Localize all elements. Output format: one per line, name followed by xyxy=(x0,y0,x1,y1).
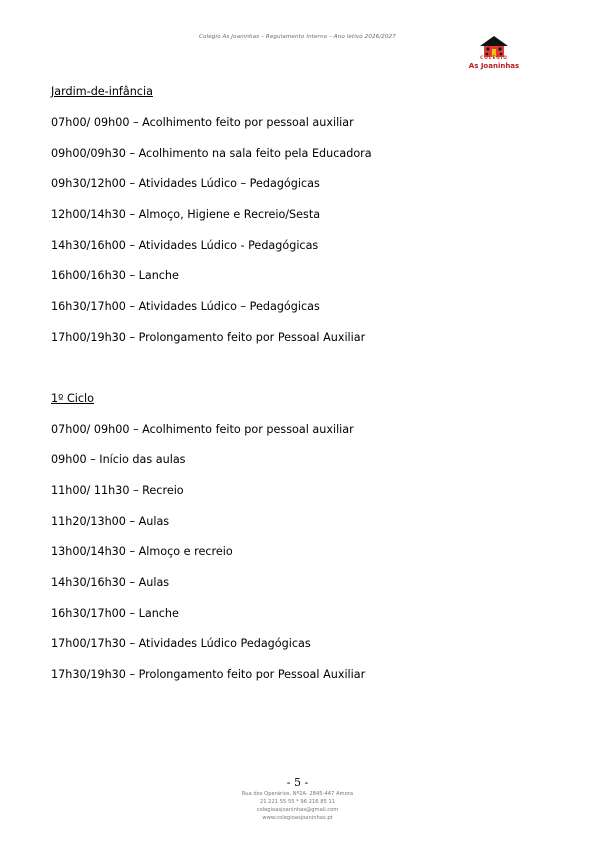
footer-email: colegioasjoaninhas@gmail.com xyxy=(256,807,339,813)
schedule-item: 09h00 – Início das aulas xyxy=(51,453,186,466)
header-text: Colégio As Joaninhas – Regulamento Interno – Ano letivo 2026/2027 xyxy=(199,34,396,40)
schedule-item: 16h30/17h00 – Atividades Lúdico – Pedagógicas xyxy=(51,300,320,313)
schedule-item: 17h30/19h30 – Prolongamento feito por Pessoal Auxiliar xyxy=(51,668,366,681)
schedule-item: 13h00/14h30 – Almoço e recreio xyxy=(51,545,233,558)
footer-address: Rua dos Operários, Nº2A- 2845-447 Amora xyxy=(241,791,354,797)
section-title: 1º Ciclo xyxy=(51,392,94,405)
schedule-item: 11h00/ 11h30 – Recreio xyxy=(51,484,184,497)
schedule-item: 09h30/12h00 – Atividades Lúdico – Pedagógicas xyxy=(51,177,320,190)
school-logo xyxy=(468,36,520,76)
schedule-item: 17h00/19h30 – Prolongamento feito por Pessoal Auxiliar xyxy=(51,331,366,344)
section-title: Jardim-de-infância xyxy=(51,85,153,98)
schedule-item: 16h00/16h30 – Lanche xyxy=(51,269,179,282)
footer-phone: 21 221 55 55 * 96 216 85 11 xyxy=(259,799,336,805)
schedule-item: 11h20/13h00 – Aulas xyxy=(51,515,170,528)
schedule-item: 12h00/14h30 – Almoço, Higiene e Recreio/Sesta xyxy=(51,208,321,221)
schedule-item: 07h00/ 09h00 – Acolhimento feito por pessoal auxiliar xyxy=(51,116,354,129)
logo-top-label: COLÉGIO xyxy=(480,55,508,60)
schedule-item: 17h00/17h30 – Atividades Lúdico Pedagógicas xyxy=(51,637,311,650)
schedule-item: 14h30/16h30 – Aulas xyxy=(51,576,170,589)
schedule-item: 14h30/16h00 – Atividades Lúdico - Pedagógicas xyxy=(51,239,319,252)
schedule-item: 07h00/ 09h00 – Acolhimento feito por pessoal auxiliar xyxy=(51,423,354,436)
schedule-item: 16h30/17h00 – Lanche xyxy=(51,607,179,620)
schedule-item: 09h00/09h30 – Acolhimento na sala feito pela Educadora xyxy=(51,147,372,160)
logo-name: As Joaninhas xyxy=(468,62,520,70)
footer-website: www.colegioasjoaninhas.pt xyxy=(262,815,333,821)
page-number: - 5 - xyxy=(286,776,309,789)
